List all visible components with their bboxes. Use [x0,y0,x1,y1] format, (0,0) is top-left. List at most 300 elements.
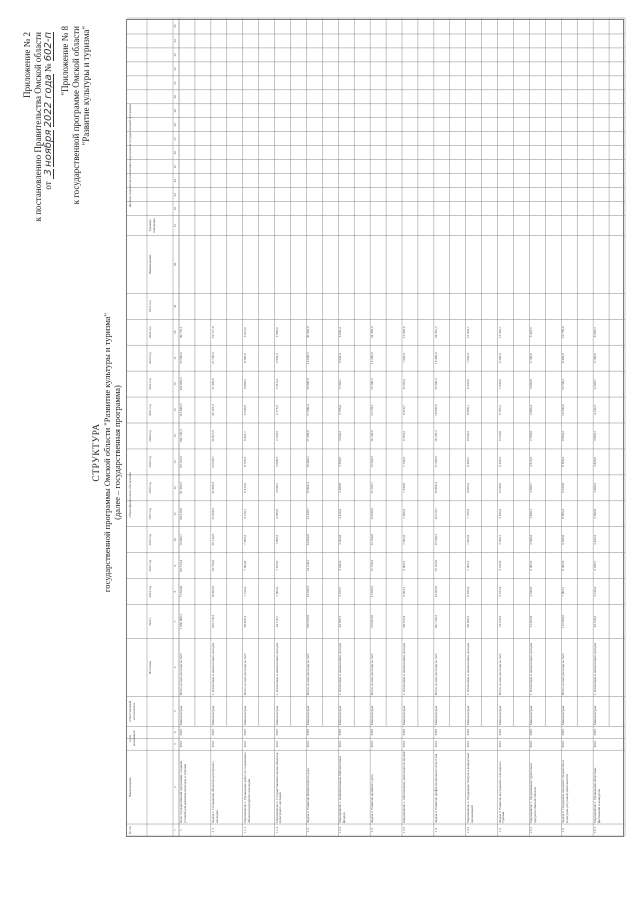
row-value-cell: 31 402,9 [529,615,534,628]
row-start-year-cell: 2014 [179,740,183,748]
column-number-cell: 15 [173,408,177,412]
title-line2: государственной программы Омской области "Развитие культуры и туризма" [102,312,112,593]
row-executor-cell: Минкультуры [338,705,343,726]
row-value-cell: 154 802,6 [370,614,375,629]
row-value-cell: 17 305,6 [306,430,311,442]
column-number-cell: 31 [173,81,177,85]
row-value-cell: 124 005,3 [179,377,183,391]
row-value-cell: 6 040,9 [497,482,502,493]
row-value-cell: 8 290,7 [465,456,470,467]
row-start-year-cell: 2014 [370,740,375,748]
row-number-cell: 1.1 [210,827,215,833]
row-end-year-cell: 2025 [497,728,502,736]
row-value-cell: 1 030 806,1 [179,613,183,630]
row-executor-cell: Минкультуры [179,705,183,726]
row-value-cell: 96 208,5 [465,615,470,628]
row-source-cell: Всего, из них расходы за счет: [433,652,438,696]
column-number-cell: 14 [173,434,177,438]
row-value-cell: 49 770,1 [179,326,183,339]
row-value-cell: 82 513,4 [179,559,183,572]
date-day: 3 [44,169,54,179]
column-number-cell: 26 [173,151,177,155]
header-top-cell: № п/п [128,825,132,835]
column-number-cell: 18 [173,330,177,334]
column-number-cell: 17 [173,356,177,360]
row-value-cell: 88 615,4 [402,615,406,628]
row-value-cell: 8 130,1 [242,508,247,519]
header-sub-cell: 2022 год [148,378,152,390]
row-value-cell: 1 960,2 [274,534,279,545]
row-value-cell: 19 735,0 [210,559,215,572]
row-end-year-cell: 2025 [370,728,375,736]
row-value-cell: 3 560,8 [593,508,598,519]
row-number-cell: 1.2 [306,827,311,833]
row-executor-cell: Минкультуры [242,705,247,726]
row-value-cell: 15 902,3 [306,482,311,494]
row-value-cell: 2 860,0 [274,327,279,338]
row-executor-cell: Минкультуры [306,705,311,726]
row-end-year-cell: 2025 [274,728,279,736]
row-value-cell: 19 540,2 [433,378,438,390]
header-top-cell: Ответственный исполнитель [128,700,136,722]
row-number-cell: 1.1.1 [242,826,247,834]
row-source-cell: Всего, из них расходы за счет: [497,652,502,696]
row-end-year-cell: 2025 [529,728,534,736]
row-start-year-cell: 2014 [465,740,470,748]
number-value: 602-п [43,32,54,62]
row-value-cell: 5 423,5 [529,327,534,338]
row-value-cell: 14 205,8 [433,585,438,598]
header-sub-cell: 2021 год [148,404,152,416]
title-line3: (далее – государственная программа) [112,385,122,520]
row-value-cell: 3 488,9 [338,482,343,493]
number-prefix: № [43,63,53,73]
row-name-cell: Мероприятие 1. Комплектование библиотечных фондов [338,755,347,824]
row-value-cell: 91 263,5 [179,482,183,494]
row-value-cell: 113 840,2 [179,403,183,417]
column-number-cell: 27 [173,137,177,141]
row-value-cell: 22 305,9 [210,482,215,494]
row-value-cell: 24 300,0 [370,326,375,339]
row-value-cell: 8 005,2 [465,482,470,493]
row-end-year-cell: 2025 [433,728,438,736]
row-name-cell: Мероприятие 2. Государственная охрана объектов культурного наследия [274,752,283,824]
row-number-cell: 1.3.1 [402,826,406,834]
appendix-8-line2: к государственной программе Омской области [70,26,81,205]
column-number-cell: 35 [173,24,177,28]
row-executor-cell: Минкультуры [465,705,470,726]
row-value-cell: 18 820,9 [433,404,438,416]
row-value-cell: 42 305,1 [338,615,343,628]
row-value-cell: 9 960,2 [561,431,566,441]
row-start-year-cell: 2014 [529,740,534,748]
row-value-cell: 13 562,7 [497,326,502,339]
row-value-cell: 245 118,4 [210,615,215,629]
row-value-cell: 3 120,4 [593,586,598,597]
row-value-cell: 14 602,0 [306,533,311,546]
row-value-cell: 14 118,2 [306,559,311,572]
row-value-cell: 3 690,2 [593,482,598,493]
row-value-cell: 2 380,4 [529,534,534,545]
structure-table [126,19,624,837]
row-value-cell: 112 605,0 [561,615,566,629]
row-value-cell: 7 620,0 [402,353,406,364]
row-value-cell: 15 102,6 [433,559,438,572]
row-value-cell: 2 210,4 [274,379,279,390]
row-value-cell: 2 040,1 [274,482,279,493]
row-value-cell: 3 320,7 [593,560,598,571]
row-name-cell: Мероприятие 1. Продвижение туристского продукта Омской области [529,762,538,824]
row-source-cell: 1. Налоговых и неналоговых доходов [529,642,534,696]
row-value-cell: 8 540,9 [561,534,566,545]
row-value-cell: 15 540,3 [433,533,438,546]
row-name-cell: Задача 3. Развитие музейного дела [370,774,375,824]
row-value-cell: 186 530,9 [306,614,311,629]
row-start-year-cell: 2014 [274,740,279,748]
row-value-cell: 74 318,2 [497,615,502,628]
row-source-cell: 1. Налоговых и неналоговых доходов [210,642,215,696]
row-executor-cell: Минкультуры [497,705,502,726]
row-number-cell: 1.5 [497,827,502,833]
row-number-cell: 1.6.1 [593,826,598,834]
row-number-cell: 1.3 [370,827,375,833]
row-value-cell: 7 402,9 [465,534,470,545]
row-end-year-cell: 2025 [179,728,183,736]
row-value-cell: 79 482,7 [179,533,183,546]
row-value-cell: 3 105,7 [338,586,343,597]
appendix-8-header [60,26,92,204]
header-sub-cell: Всего [148,617,152,626]
row-value-cell: 6 030,4 [338,327,343,338]
row-value-cell: 9 201,7 [242,431,247,441]
row-number-cell: 1.4 [433,827,438,833]
row-name-cell: Цель государственной программы: создание условий для развития культуры и туризма [179,760,187,824]
header-sub-cell: 2024 год [148,326,152,339]
row-value-cell: 26 118,0 [210,404,215,416]
column-number-cell: 32 [173,67,177,71]
row-value-cell: 3 820,6 [593,456,598,467]
row-value-cell: 2 930,3 [274,353,279,364]
row-start-year-cell: 2014 [242,740,247,748]
row-executor-cell: Минкультуры [561,705,566,726]
row-value-cell: 7 830,0 [465,353,470,364]
row-value-cell: 5 580,1 [497,534,502,545]
row-value-cell: 3 302,8 [338,534,343,545]
column-number-cell: 7 [173,620,177,623]
row-value-cell: 9 230,8 [561,482,566,493]
header-sub-cell: 2014 год [148,585,152,598]
header-sub-cell: 2016 год [148,533,152,546]
row-value-cell: 19 717,0 [210,326,215,339]
row-start-year-cell: 2014 [306,740,311,748]
header-sub-cell: 2018 год [148,482,152,494]
row-value-cell: 2 490,1 [529,508,534,519]
row-start-year-cell: 2014 [210,740,215,748]
header-sub-cell: 2023 год [148,352,152,364]
row-value-cell: 98 406,2 [242,615,247,628]
row-value-cell: 9 450,0 [561,353,566,364]
row-value-cell: 1 915,0 [274,560,279,571]
row-value-cell: 17 980,4 [306,404,311,416]
row-source-cell: Всего, из них расходы за счет: [561,652,566,696]
column-number-cell: 24 [173,179,177,183]
row-value-cell: 13 540,2 [370,456,375,468]
column-number-cell: 9 [173,564,177,567]
row-value-cell: 9 560,4 [561,456,566,467]
row-value-cell: 3 410,2 [338,508,343,519]
header-top-cell: Срок реализации [128,730,136,747]
column-number-cell: 34 [173,39,177,43]
row-name-cell: Задача 5. Развитие внутреннего и въездного туризма [497,761,506,824]
row-value-cell: 6 200,0 [497,353,502,364]
row-value-cell: 7 290,2 [402,508,406,519]
column-number-cell: 16 [173,382,177,386]
row-executor-cell: Минкультуры [593,705,598,726]
row-number-cell: 1.6 [561,827,566,833]
row-value-cell: 5 615,0 [242,327,247,338]
row-value-cell: 11 730,4 [370,559,375,572]
column-number-cell: 30 [173,95,177,99]
row-value-cell: 7 205,1 [465,560,470,571]
row-value-cell: 9 880,3 [242,379,247,390]
column-number-cell: 4 [173,731,177,734]
row-value-cell: 8 302,6 [561,560,566,571]
row-value-cell: 13 020,5 [306,585,311,598]
row-end-year-cell: 2025 [593,728,598,736]
row-value-cell: 104 720,5 [179,429,183,443]
row-start-year-cell: 2014 [402,740,406,748]
row-value-cell: 7 805,1 [561,586,566,597]
appendix-2-line1: Приложение № 2 [22,32,32,98]
row-value-cell: 17 390,6 [433,456,438,468]
row-name-cell: Мероприятие 1. Обеспечение деятельности музеев [402,751,406,824]
row-value-cell: 30 520,0 [306,326,311,339]
column-number-cell: 13 [173,460,177,464]
row-value-cell: 8 300,0 [242,353,247,364]
column-number-cell: 28 [173,123,177,127]
row-value-cell: 8 412,6 [242,482,247,493]
row-value-cell: 5 030,4 [338,353,343,364]
row-executor-cell: Минкультуры [402,705,406,726]
row-value-cell: 8 105,2 [402,431,406,441]
row-end-year-cell: 2025 [306,728,311,736]
row-value-cell: 12 104,8 [370,533,375,546]
row-value-cell: 3 640,3 [338,431,343,441]
column-number-cell: 8 [173,590,177,593]
row-value-cell: 8 705,2 [242,456,247,467]
column-number-cell: 33 [173,53,177,57]
column-number-cell: 23 [173,193,177,197]
row-value-cell: 15 290,3 [370,378,375,390]
row-value-cell: 2 305,2 [529,560,534,571]
row-value-cell: 12 260,0 [370,352,375,364]
row-value-cell: 7 720,5 [465,508,470,519]
row-source-cell: 1. Налоговых и неналоговых доходов [465,642,470,696]
row-start-year-cell: 2014 [338,740,343,748]
row-source-cell: 1. Налоговых и неналоговых доходов [274,642,279,696]
column-number-cell: 1 [173,829,177,831]
row-value-cell: 27 402,6 [210,378,215,390]
row-value-cell: 6 402,1 [402,586,406,597]
row-value-cell: 24 913,5 [210,430,215,442]
row-value-cell: 9 540,8 [242,405,247,415]
appendix-8-line1: "Приложение № 8 [60,26,70,96]
header-sub-cell: 2015 год [148,559,152,572]
row-value-cell: 3 000,8 [529,379,534,390]
header-top-cell: Объем финансового обеспечения [128,472,132,518]
row-value-cell: 3 560,0 [338,456,343,467]
column-number-cell: 29 [173,109,177,113]
header-sub-cell: 2025 год [148,300,152,313]
row-value-cell: 6 520,8 [497,431,502,441]
row-value-cell: 2 780,9 [529,431,534,441]
row-value-cell: 95 118,6 [179,456,183,468]
row-start-year-cell: 2014 [593,740,598,748]
appendix-2-header [22,32,54,221]
column-number-cell: 10 [173,538,177,542]
row-value-cell: 8 410,7 [402,405,406,415]
row-name-cell: Мероприятие 1. Поддержка театров и концертных организаций [465,752,474,824]
row-value-cell: 7 790,5 [402,456,406,467]
row-value-cell: 88 314,9 [179,508,183,520]
row-value-cell: 9 320,6 [465,379,470,390]
row-value-cell: 45 218,6 [593,615,598,628]
row-name-cell: Мероприятие 1. Проведение работ по сохранению объектов культурного наследия [242,752,251,824]
row-value-cell: 15 460,0 [433,352,438,364]
column-number-cell: 25 [173,165,177,169]
row-end-year-cell: 2025 [210,728,215,736]
row-source-cell: Всего, из них расходы за счет: [242,652,247,696]
row-value-cell: 7 540,8 [402,482,406,493]
date-year: 2022 года [43,74,54,128]
row-value-cell: 7 001,6 [402,534,406,545]
column-number-cell: 11 [173,512,177,516]
row-name-cell: Задача 4. Развитие профессионального искусства [433,753,438,824]
row-source-cell: Всего, из них расходы за счет: [370,652,375,696]
appendix-2-date-line [43,32,54,221]
row-value-cell: 8 640,3 [465,431,470,441]
row-executor-cell: Минкультуры [529,705,534,726]
row-value-cell: 21 608,3 [210,508,215,520]
column-number-cell: 12 [173,486,177,490]
row-value-cell: 11 005,2 [370,585,375,598]
row-value-cell: 8 720,4 [402,379,406,390]
column-number-cell: 6 [173,666,177,669]
row-executor-cell: Минкультуры [370,705,375,726]
column-number-cell: 21 [173,223,177,228]
row-start-year-cell: 2014 [497,740,502,748]
row-name-cell: Задача 2. Развитие библиотечного дела [306,768,311,824]
row-end-year-cell: 2025 [338,728,343,736]
row-source-cell: Всего, из них расходы за счет: [306,652,311,696]
row-value-cell: 12 928,6 [402,326,406,339]
column-number-cell: 3 [173,743,177,746]
row-value-cell: 2 580,7 [529,482,534,493]
row-value-cell: 4 140,3 [593,405,598,415]
column-number-cell: 5 [173,710,177,713]
row-value-cell: 7 805,3 [242,534,247,545]
row-value-cell: 12 640,3 [370,508,375,520]
row-start-year-cell: 2014 [561,740,566,748]
row-value-cell: 14 120,6 [370,430,375,442]
row-value-cell: 1 802,4 [274,586,279,597]
row-value-cell: 18 105,3 [433,430,438,442]
row-source-cell: 1. Налоговых и неналоговых доходов [402,642,406,696]
row-value-cell: 6 805,3 [402,560,406,571]
row-value-cell: 6 780,2 [497,405,502,415]
row-start-year-cell: 2014 [433,740,438,748]
row-value-cell: 71 624,8 [179,585,183,598]
row-value-cell: 8 085,3 [593,327,598,338]
row-executor-cell: Минкультуры [274,705,279,726]
date-prefix: от [43,181,53,190]
column-number-cell: 2 [173,786,177,788]
row-value-cell: 20 114,8 [210,534,215,546]
document-title [92,0,122,905]
row-value-cell: 13 105,7 [370,482,375,494]
row-value-cell: 79 560,0 [179,352,183,364]
row-value-cell: 3 790,1 [338,379,343,390]
row-number-cell: 1.5.1 [529,826,534,834]
date-month: ноября [43,129,54,167]
row-end-year-cell: 2025 [242,728,247,736]
row-value-cell: 2 130,5 [274,431,279,441]
row-value-cell: 8 980,1 [465,405,470,415]
column-number-cell: 22 [173,206,177,211]
header-sub-cell: Источник [148,660,152,674]
row-value-cell: 16 002,7 [465,326,470,339]
row-name-cell: Задача 6. Поддержка народного творчества и культурно-досуговой деятельности [561,760,570,824]
header-sub-cell: 2020 год [148,430,152,442]
row-value-cell: 21 760,0 [210,352,215,364]
row-value-cell: 6 260,3 [497,456,502,467]
row-value-cell: 2 180,6 [529,586,534,597]
row-number-cell: 1 [179,829,183,831]
row-value-cell: 19 759,0 [561,326,566,339]
row-name-cell: Мероприятие 1. Проведение областных фестивалей и конкурсов [593,767,601,824]
row-value-cell: 5 102,4 [497,586,502,597]
row-source-cell: 1. Налоговых и неналоговых доходов [338,642,343,696]
header-sub-cell: 2017 год [148,508,152,520]
row-value-cell: 18 660,8 [306,378,311,390]
row-value-cell: 2 890,4 [529,405,534,415]
row-value-cell: 4 300,7 [593,379,598,390]
row-end-year-cell: 2025 [561,728,566,736]
row-value-cell: 3 420,5 [593,534,598,545]
row-value-cell: 5 410,8 [497,560,502,571]
row-executor-cell: Минкультуры [433,705,438,726]
row-number-cell: 1.1.2 [274,826,279,834]
table-cells [127,18,625,836]
row-number-cell: 1.4.1 [465,826,470,834]
header-sub-cell: 2019 год [148,456,152,468]
row-end-year-cell: 2025 [465,728,470,736]
row-value-cell: 3 240,5 [338,560,343,571]
row-value-cell: 2 700,0 [529,353,534,364]
row-value-cell: 10 350,6 [561,404,566,416]
column-number-cell: 19 [173,304,177,308]
row-value-cell: 7 210,4 [242,586,247,597]
row-value-cell: 16 802,4 [433,482,438,494]
row-value-cell: 7 604,8 [242,560,247,571]
appendix-8-line3: "Развитие культуры и туризма" [81,26,91,146]
header-sub-cell: Единица измерения [148,218,156,233]
row-value-cell: 24 118,7 [274,615,279,628]
row-value-cell: 2 670,3 [529,456,534,467]
row-value-cell: 18 402,6 [210,585,215,598]
header-top-cell: Наименование [128,777,132,798]
appendix-2-line2: к постановлению Правительства Омской области [32,32,43,222]
